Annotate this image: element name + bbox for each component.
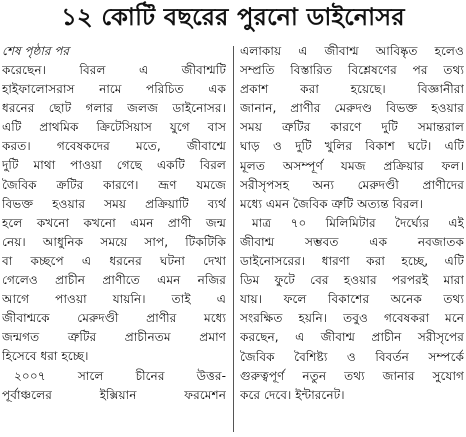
body-line: ২০০৭ সালে চীনের উত্তর- bbox=[14, 368, 226, 383]
body-line: আগে পাওয়া যায়নি। তাই এ bbox=[2, 292, 226, 307]
body-line: করছেন, এ জীবাশ্ম প্রাচীন সরীসৃপের bbox=[240, 330, 464, 345]
body-line: মধ্যে এমন জৈবিক ত্রুটি অত্যন্ত বিরল। bbox=[240, 196, 424, 211]
body-line: জন্মগত ত্রুটির প্রাচীনতম প্রমাণ bbox=[2, 330, 226, 345]
body-line: হাইফালোসরাস নামে পরিচিত এক bbox=[2, 82, 226, 97]
body-line: ঘাড় ও দুটি খুলির বিকাশ ঘটে। এটি bbox=[240, 139, 464, 154]
body-line: সরীসৃপসহ অন্য মেরুদণ্ডী প্রাণীদের bbox=[240, 177, 464, 192]
continued-from-label: শেষ পৃষ্ঠার পর bbox=[2, 44, 70, 58]
body-line: হলে কখনো কখনো এমন প্রাণী জন্ম bbox=[2, 215, 226, 230]
body-line: মাত্র ৭০ মিলিমিটার দৈর্ঘ্যের এই bbox=[252, 215, 464, 230]
body-line: গেলেও প্রাচীন প্রাণীতে এমন নজির bbox=[2, 273, 226, 288]
body-line: সময় ত্রুটির কারণে দুটি সমান্তরাল bbox=[240, 120, 464, 135]
body-line: ডিম ফুটে বের হওয়ার পরপরই মারা bbox=[240, 273, 464, 288]
body-line: জৈবিক ক্রটির কারণে। ভ্রূণ যমজে bbox=[2, 177, 226, 192]
body-line: নেয়। আধুনিক সময়ে সাপ, টিকটিকি bbox=[2, 234, 226, 249]
body-line: পূর্বাঞ্চলের ইক্সিয়ান ফরমেশন bbox=[2, 387, 226, 402]
headline: ১২ কোটি বছরের পুরনো ডাইনোসর bbox=[61, 3, 405, 31]
body-line: মূলত অসম্পূর্ণ যমজ প্রক্রিয়ার ফল। bbox=[240, 158, 464, 173]
body-line: ডাইনোসরের। ধারণা করা হচ্ছে, এটি bbox=[240, 254, 464, 269]
right-column bbox=[240, 42, 464, 434]
body-line: এটি প্রাথমিক ক্রিটেসিয়াস যুগে বাস bbox=[2, 120, 226, 135]
body-line: যায়। ফলে বিকাশের অনেক তথ্য bbox=[240, 292, 464, 307]
column-divider bbox=[233, 46, 234, 432]
body-line: করে দেবে। ইন্টারনেট। bbox=[240, 387, 345, 402]
left-column bbox=[2, 42, 226, 434]
body-line: ধরনের ছোট গলার জলজ ডাইনোসর। bbox=[2, 101, 226, 116]
body-line: সম্প্রতি বিস্তারিত বিশ্লেষণের পর তথ্য bbox=[240, 63, 464, 78]
body-line: বা কচ্ছপে এ ধরনের ঘটনা দেখা bbox=[2, 253, 226, 268]
body-line: জানান, প্রাণীর মেরুদণ্ড বিভক্ত হওয়ার bbox=[240, 101, 464, 116]
body-line: এলাকায় এ জীবাশ্ম আবিষ্কৃত হলেও bbox=[240, 44, 464, 58]
body-line: জৈবিক বৈশিষ্ট্য ও বিবর্তন সম্পর্কে bbox=[240, 349, 464, 364]
body-line: দুটি মাথা পাওয়া গেছে একটি বিরল bbox=[2, 158, 226, 173]
body-line: জীবাশ্ম সম্ভবত এক নবজাতক bbox=[240, 234, 464, 249]
body-line: করেছেন। বিরল এ জীবাশ্মটি bbox=[2, 63, 226, 77]
body-line: হিসেবে ধরা হচ্ছে। bbox=[2, 349, 89, 364]
body-line: করত। গবেষকদের মতে, জীবাশ্মে bbox=[2, 139, 226, 154]
body-line: প্রকাশ করা হয়েছে। বিজ্ঞানীরা bbox=[240, 82, 464, 97]
body-line: সংরক্ষিত হয়নি। তবুও গবেষকরা মনে bbox=[240, 311, 464, 326]
body-line: বিভক্ত হওয়ার সময় প্রক্রিয়াটি ব্যর্থ bbox=[2, 196, 226, 211]
body-line: গুরুত্বপূর্ণ নতুন তথ্য জানার সুযোগ bbox=[240, 368, 464, 383]
body-line: জীবাশ্মকে মেরুদণ্ডী প্রাণীর মধ্যে bbox=[2, 311, 226, 326]
